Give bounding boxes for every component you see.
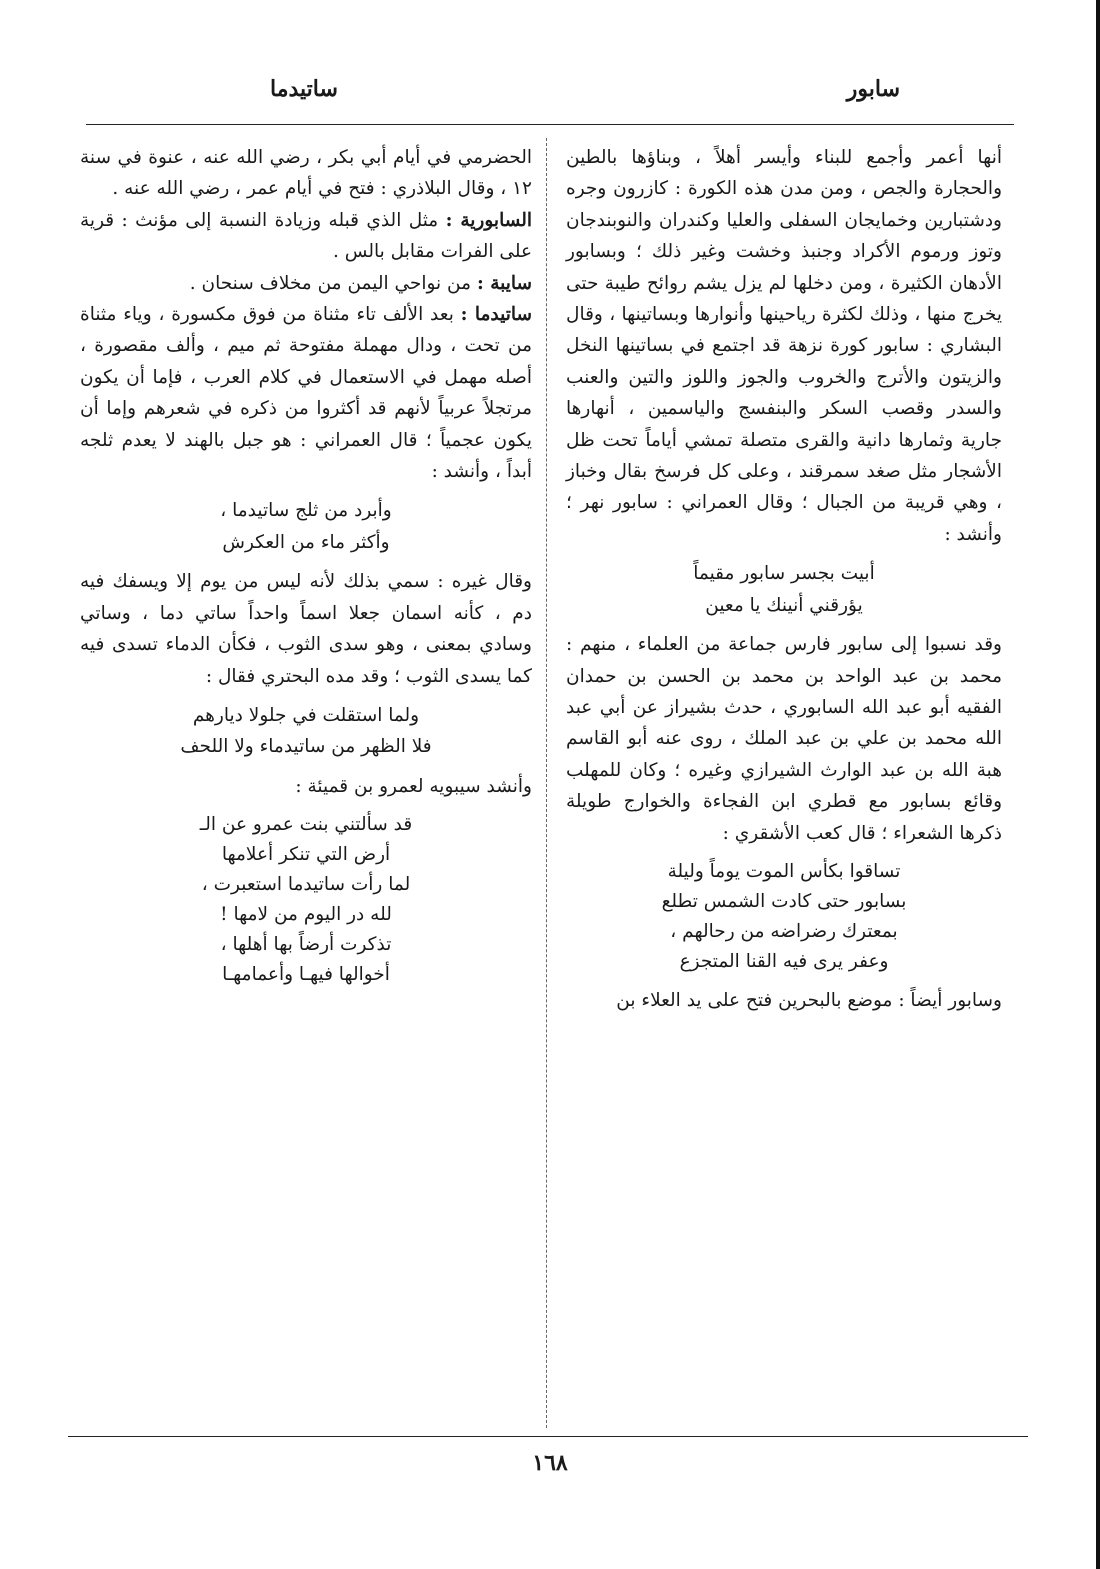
verse-line: بمعترك رضراضه من رحالهم ، <box>670 920 898 942</box>
left-paragraph-6: وأنشد سيبويه لعمرو بن قميئة : <box>295 775 532 797</box>
left-column <box>80 142 532 998</box>
running-head <box>80 76 1040 116</box>
verse-line: يؤرقني أنينك يا معين <box>705 594 863 616</box>
entry-sayiba <box>80 268 532 299</box>
left-verse-1 <box>80 495 532 558</box>
left-verse-3 <box>80 810 532 990</box>
verse-line: ولما استقلت في جلولا ديارهم <box>192 704 420 726</box>
footer-rule <box>68 1436 1028 1437</box>
entry-body: من نواحي اليمن من مخلاف سنحان . <box>189 272 477 294</box>
verse-line: تذكرت أرضاً بها أهلها ، <box>220 934 392 956</box>
verse-line: وعفر يرى فيه القنا المتجزع <box>679 950 889 972</box>
verse-line: قد سألتني بنت عمرو عن الـ <box>199 814 413 836</box>
entry-headword: السابورية : <box>445 209 532 231</box>
verse-line: وأبرد من ثلج ساتيدما ، <box>220 500 392 522</box>
right-paragraph-1: أنها أعمر وأجمع للبناء وأيسر أهلاً ، وبناؤها بالطين والحجارة والجص ، ومن مدن هذه الكورة : كازرون وجره ودشتبارين وخمايجان السفلى والعليا وكندران والنوبندجان وتوز ورموم الأكراد وجنبذ وخشت وغير ذلك ؛ وبسابور الأدهان الكثيرة ، ومن دخلها لم يزل يشم روائح طيبة حتى يخرج منها ، وذلك لكثرة رياحينها وأنوارها وبساتينها ، وقال البشاري : سابور كورة نزهة قد اجتمع في بساتينها النخل والزيتون والأترج والخروب والجوز واللوز والتين والعنب والسدر وقصب السكر والبنفسج والياسمين ، أنهارها جارية وثمارها دانية والقرى متصلة تمشي أياماً تحت ظل الأشجار مثل صغد سمرقند ، وعلى كل فرسخ بقال وخباز ، وهي قريبة من الجبال ؛ وقال العمراني : سابور نهر ؛ وأنشد : <box>566 147 1002 545</box>
running-head-right: سابور <box>846 76 900 102</box>
verse-line: أرض التي تنكر أعلامها <box>221 844 391 866</box>
entry-body: مثل الذي قبله وزيادة النسبة إلى مؤنث : قرية على الفرات مقابل بالس . <box>80 209 532 263</box>
entry-headword: سايبة : <box>476 272 532 294</box>
entry-saburiya <box>80 205 532 268</box>
scan-edge <box>1096 0 1100 1569</box>
right-column <box>566 142 1002 1016</box>
left-verse-2 <box>80 700 532 763</box>
right-verse-1 <box>566 558 1002 621</box>
verse-line: أخوالها فيهـا وأعمامهـا <box>222 964 390 986</box>
right-paragraph-3: وسابور أيضاً : موضع بالبحرين فتح على يد العلاء بن <box>616 989 1002 1011</box>
left-paragraph-5: وقال غيره : سمي بذلك لأنه ليس من يوم إلا ويسفك فيه دم ، كأنه اسمان جعلا اسماً واحداً ساتي دما ، وساتي وسادي بمعنى ، وهو سدى الثوب ، فكأن الدماء تسدى فيه كما يسدى الثوب ؛ وقد مده البحتري فقال : <box>80 571 532 687</box>
verse-line: لما رأت ساتيدما استعبرت ، <box>201 874 411 896</box>
column-divider <box>546 138 547 1428</box>
verse-line: أبيت بجسر سابور مقيماً <box>693 563 875 585</box>
right-paragraph-2: وقد نسبوا إلى سابور فارس جماعة من العلماء ، منهم : محمد بن عبد الواحد بن محمد بن الحسن بن حمدان الفقيه أبو عبد الله السابوري ، حدث بشيراز عن أبي عبد الله محمد بن علي بن عبد الملك ، روى عنه أبو القاسم هبة الله بن عبد الوارث الشيرازي وغيره ؛ وكان للمهلب وقائع بسابور مع قطري ابن الفجاءة والخوارج طويلة ذكرها الشعراء ؛ قال كعب الأشقري : <box>566 634 1002 844</box>
entry-headword: ساتيدما : <box>460 304 533 326</box>
entry-satidama <box>80 299 532 487</box>
verse-line: وأكثر ماء من العكرش <box>222 531 390 553</box>
running-head-left: ساتيدما <box>270 76 338 102</box>
page-number: ١٦٨ <box>532 1450 568 1476</box>
verse-line: فلا الظهر من ساتيدماء ولا اللحف <box>180 736 432 758</box>
left-paragraph-1: الحضرمي في أيام أبي بكر ، رضي الله عنه ، عنوة في سنة ١٢ ، وقال البلاذري : فتح في أيام عمر ، رضي الله عنه . <box>80 147 532 200</box>
verse-line: تساقوا بكأس الموت يوماً وليلة <box>667 860 901 882</box>
right-verse-2 <box>566 857 1002 977</box>
verse-line: بسابور حتى كادت الشمس تطلع <box>661 890 907 912</box>
header-rule <box>86 124 1014 125</box>
verse-line: لله در اليوم من لامها ! <box>220 904 392 926</box>
entry-body: بعد الألف تاء مثناة من فوق مكسورة ، وياء مثناة من تحت ، ودال مهملة مفتوحة ثم ميم ، وألف مقصورة ، أصله مهمل في الاستعمال في كلام العرب ، فإما أن يكون مرتجلاً عربياً لأنهم قد أكثروا من ذكره في شعرهم وإما أن يكون عجمياً ؛ قال العمراني : هو جبل بالهند لا يعدم ثلجه أبداً ، وأنشد : <box>80 304 532 483</box>
